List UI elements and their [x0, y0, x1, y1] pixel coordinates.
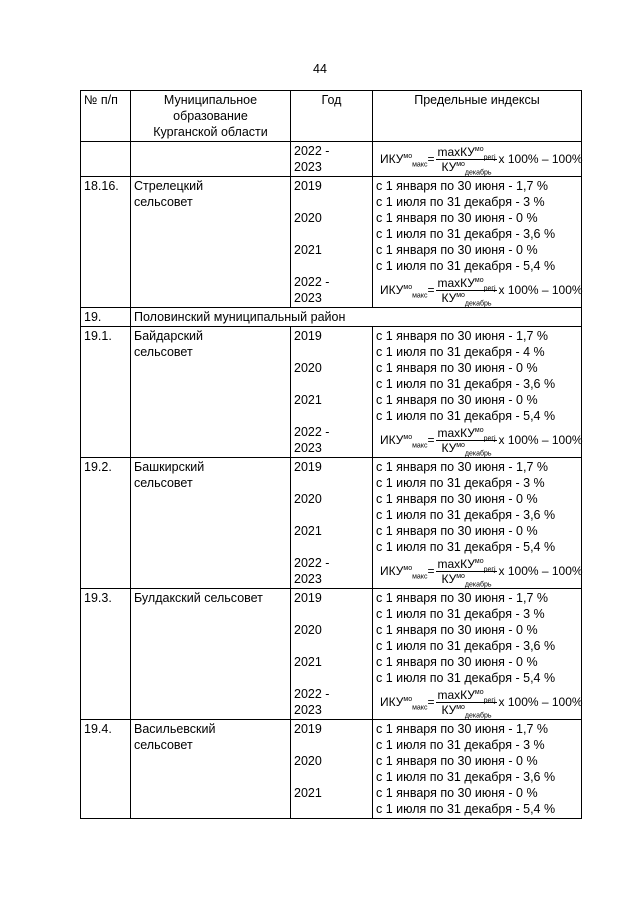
row-name: Байдарский сельсовет	[131, 327, 291, 458]
table-header-row	[81, 91, 582, 142]
page-number: 44	[313, 62, 327, 76]
row-years: 2019 2020 2021 2022 - 2023	[291, 327, 373, 458]
formula: ИКУ $^{мо}_{макс}$ = $\frac{\max КУ^{мо}_{pегj}}{КУ^{мо}_{декабрь}}$ x 100% – 100%	[380, 425, 583, 457]
table-row	[81, 458, 582, 589]
table-row	[81, 177, 582, 308]
formula: ИКУ $^{мо}_{макс}$ = $\frac{\max КУ^{мо}_{pегj}}{КУ^{мо}_{декабрь}}$ x 100% – 100%	[380, 556, 583, 588]
row-indices: с 1 января по 30 июня - 1,7 % с 1 июля по 31 декабря - 3 % с 1 января по 30 июня - 0 % с 1 июля по 31 декабря - 3,6 % с 1 января по 30 июня - 0 % с 1 июля по 31 декабря - 5,4 %	[373, 720, 582, 819]
formula: ИКУ $^{мо}_{макс}$ = $\frac{\max КУ^{мо}_{pегj}}{КУ^{мо}_{декабрь}}$ x 100% – 100%	[380, 687, 583, 719]
section-title: Половинский муниципальный район	[131, 308, 582, 327]
row-name	[131, 142, 291, 177]
row-indices: с 1 января по 30 июня - 1,7 % с 1 июля по 31 декабря - 4 % с 1 января по 30 июня - 0 % с 1 июля по 31 декабря - 3,6 % с 1 января по 30 июня - 0 % с 1 июля по 31 декабря - 5,4 % ИКУ $^{мо}_{макс}$ = $\frac{\max КУ^{мо}_{pегj}}{КУ^{мо}_{декабрь}}$ x 100% – 100%	[373, 327, 582, 458]
indices-table	[80, 90, 582, 819]
row-indices: с 1 января по 30 июня - 1,7 % с 1 июля по 31 декабря - 3 % с 1 января по 30 июня - 0 % с 1 июля по 31 декабря - 3,6 % с 1 января по 30 июня - 0 % с 1 июля по 31 декабря - 5,4 % ИКУ $^{мо}_{макс}$ = $\frac{\max КУ^{мо}_{pегj}}{КУ^{мо}_{декабрь}}$ x 100% – 100%	[373, 458, 582, 589]
row-name: Булдакский сельсовет	[131, 589, 291, 720]
table-row	[81, 589, 582, 720]
formula: ИКУ $^{мо}_{макс}$ = $\frac{\max КУ^{мо}_{pегj}}{КУ^{мо}_{декабрь}}$ x 100% – 100%	[380, 275, 583, 307]
header-year: Год	[291, 91, 373, 142]
section-num: 19.	[81, 308, 131, 327]
row-num	[81, 142, 131, 177]
row-num: 19.3.	[81, 589, 131, 720]
row-num: 18.16.	[81, 177, 131, 308]
row-name: Васильевский сельсовет	[131, 720, 291, 819]
row-name: Стрелецкий сельсовет	[131, 177, 291, 308]
row-num: 19.1.	[81, 327, 131, 458]
table-row	[81, 327, 582, 458]
table-row	[81, 142, 582, 177]
row-years: 2019 2020 2021	[291, 720, 373, 819]
row-num: 19.2.	[81, 458, 131, 589]
row-years: 2019 2020 2021 2022 - 2023	[291, 177, 373, 308]
table-row	[81, 720, 582, 819]
header-municipality: Муниципальное образование Курганской области	[131, 91, 291, 142]
header-indices: Предельные индексы	[373, 91, 582, 142]
row-num: 19.4.	[81, 720, 131, 819]
row-years: 2019 2020 2021 2022 - 2023	[291, 458, 373, 589]
row-name: Башкирский сельсовет	[131, 458, 291, 589]
formula-cell	[373, 142, 582, 177]
section-row	[81, 308, 582, 327]
header-num: № п/п	[81, 91, 131, 142]
row-indices: с 1 января по 30 июня - 1,7 % с 1 июля по 31 декабря - 3 % с 1 января по 30 июня - 0 % с 1 июля по 31 декабря - 3,6 % с 1 января по 30 июня - 0 % с 1 июля по 31 декабря - 5,4 % ИКУ $^{мо}_{макс}$ = $\frac{\max КУ^{мо}_{pегj}}{КУ^{мо}_{декабрь}}$ x 100% – 100%	[373, 177, 582, 308]
row-years: 2019 2020 2021 2022 - 2023	[291, 589, 373, 720]
formula: ИКУ $^{мо}_{макс}$ = $\frac{\max КУ^{мо}_{pегj}}{КУ^{мо}_{декабрь}}$ x 100% – 100%	[380, 144, 583, 176]
row-year: 2022 - 2023	[291, 142, 373, 177]
row-indices: с 1 января по 30 июня - 1,7 % с 1 июля по 31 декабря - 3 % с 1 января по 30 июня - 0 % с 1 июля по 31 декабря - 3,6 % с 1 января по 30 июня - 0 % с 1 июля по 31 декабря - 5,4 % ИКУ $^{мо}_{макс}$ = $\frac{\max КУ^{мо}_{pегj}}{КУ^{мо}_{декабрь}}$ x 100% – 100%	[373, 589, 582, 720]
